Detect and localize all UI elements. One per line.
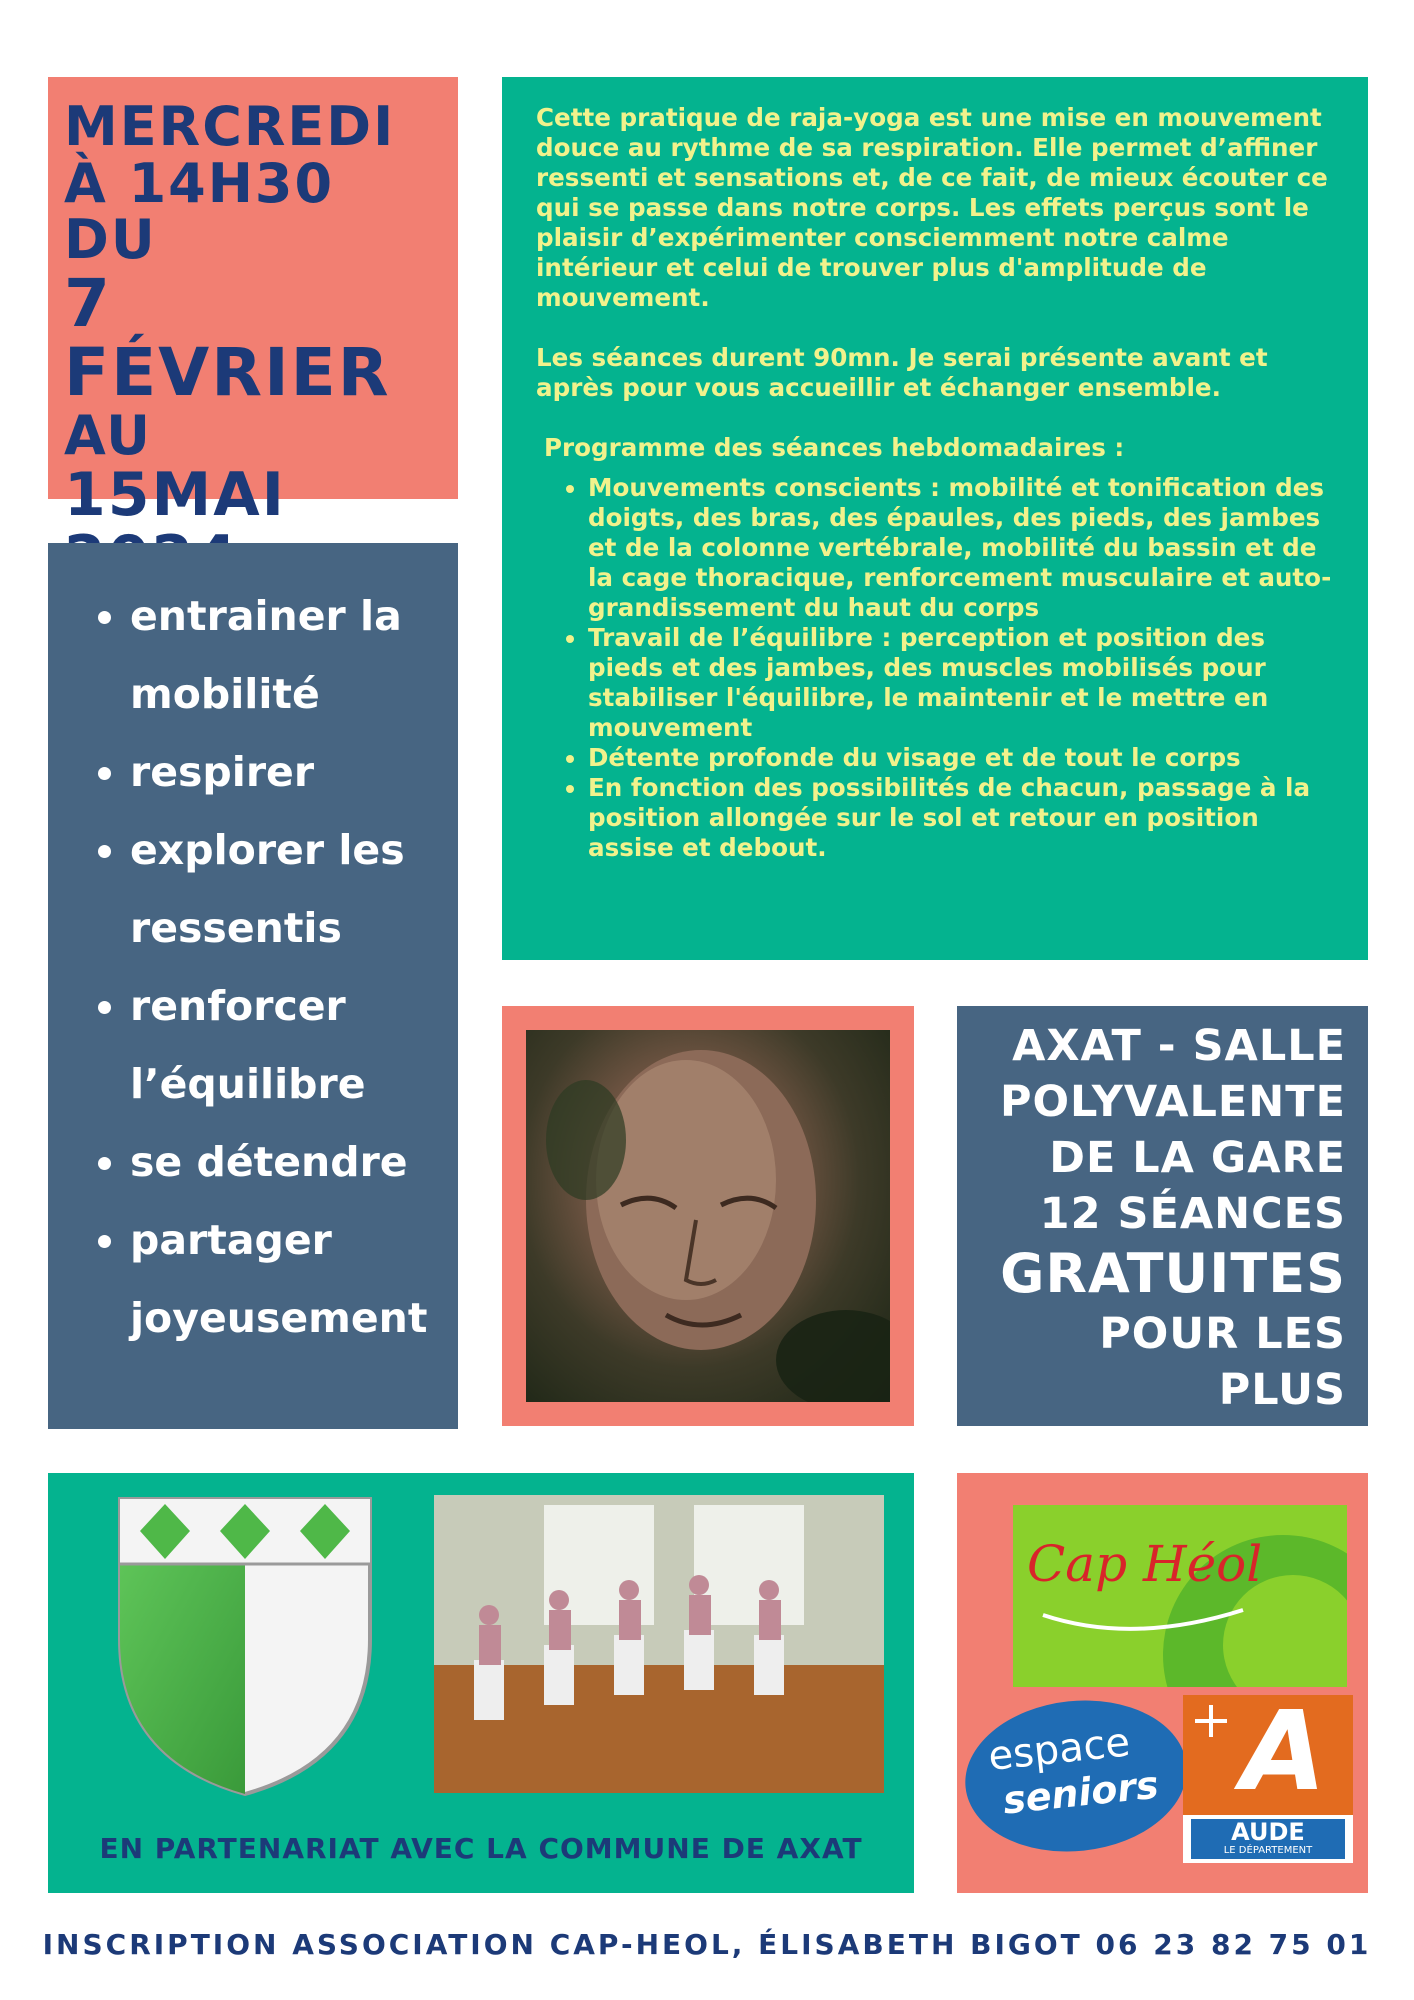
- aude-logo: [1183, 1687, 1353, 1863]
- benefit-item: • renforcer l’équilibre: [130, 967, 438, 1123]
- date-start: 7 FÉVRIER: [64, 265, 391, 412]
- espace-seniors-logo: [958, 1690, 1194, 1862]
- partner-box: [48, 1473, 914, 1893]
- benefits-list: [68, 577, 438, 1357]
- aude-name: AUDE: [1231, 1818, 1305, 1846]
- sessions-free: GRATUITES: [1000, 1242, 1346, 1305]
- partner-label: EN PARTENARIAT AVEC LA COMMUNE DE AXAT: [99, 1832, 863, 1865]
- yoga-class-photo: [434, 1495, 884, 1793]
- buddha-photo: [526, 1030, 890, 1402]
- location-line: DE LA GARE: [1049, 1133, 1346, 1183]
- location-line: POLYVALENTE: [999, 1077, 1346, 1127]
- date-end: 15MAI: [64, 460, 286, 531]
- benefit-item: • explorer les ressentis: [130, 811, 438, 967]
- espace-label: espace: [986, 1719, 1133, 1780]
- cap-heol-logo: [1013, 1505, 1347, 1687]
- seniors-label: seniors: [1000, 1762, 1161, 1823]
- buddha-face-icon: [526, 1030, 890, 1402]
- program-list: [536, 473, 1334, 863]
- audience-line: POUR LES PLUS: [1099, 1309, 1346, 1415]
- date-to-label: AU: [64, 403, 152, 467]
- benefits-box: [48, 543, 458, 1429]
- axat-coat-of-arms-icon: [110, 1489, 380, 1803]
- aude-letter: A: [1241, 1687, 1327, 1815]
- occitan-cross-icon: [1193, 1703, 1229, 1739]
- benefit-item: • entrainer la mobilité: [130, 577, 438, 733]
- benefit-item: • respirer: [130, 733, 438, 811]
- program-item: • Travail de l’équilibre : perception et position des pieds et des jambes, des muscles mobilisés pour stabiliser l'équilibre, le maintenir et le mettre en mouvement: [588, 623, 1334, 743]
- program-item: • En fonction des possibilités de chacun, passage à la position allongée sur le sol et retour en position assise et debout.: [588, 773, 1334, 863]
- date-box: [48, 77, 458, 531]
- program-item: • Détente profonde du visage et de tout le corps: [588, 743, 1334, 773]
- date-from-label: DU: [64, 208, 157, 272]
- cap-heol-name: Cap Héol: [1027, 1535, 1263, 1593]
- program-item: • Mouvements conscients : mobilité et tonification des doigts, des bras, des épaules, des pieds, des jambes et de la colonne vertébrale, mobilité du bassin et de la cage thoracique, renforcement musculaire et auto-grandissement du haut du corps: [588, 473, 1334, 623]
- buddha-photo-frame: [502, 1006, 914, 1426]
- audience-line: DE 60ANS: [1097, 1421, 1346, 1471]
- yoga-class-icon: [434, 1495, 884, 1793]
- date-time: À 14H30: [64, 151, 335, 215]
- program-title: Programme des séances hebdomadaires :: [544, 433, 1125, 462]
- location-line: AXAT - SALLE: [1012, 1021, 1346, 1071]
- sessions-count: 12 SÉANCES: [1039, 1189, 1346, 1239]
- cap-heol-swirl-icon: [1013, 1505, 1347, 1687]
- description-duration: Les séances durent 90mn. Je serai présente avant et après pour vous accueillir et échanger ensemble.: [536, 343, 1268, 402]
- benefit-item: • se détendre: [130, 1123, 438, 1201]
- aude-sub: LE DÉPARTEMENT: [1223, 1845, 1313, 1856]
- date-day: MERCREDI: [64, 95, 396, 158]
- benefit-item: • partager joyeusement: [130, 1201, 438, 1357]
- description-box: [502, 77, 1368, 960]
- location-info-box: [957, 1006, 1368, 1471]
- description-paragraph: Cette pratique de raja-yoga est une mise en mouvement douce au rythme de sa respiration. Elle permet d’affiner ressenti et sensations et, de ce fait, de mieux écouter ce qui se passe dans notre corps. Les effets perçus sont le plaisir d’expérimenter consciemment notre calme intérieur et celui de trouver plus d'amplitude de mouvement.: [536, 103, 1328, 312]
- logos-box: [957, 1473, 1368, 1893]
- footer-inscription: INSCRIPTION ASSOCIATION CAP-HEOL, ÉLISABETH BIGOT 06 23 82 75 01: [42, 1928, 1372, 1961]
